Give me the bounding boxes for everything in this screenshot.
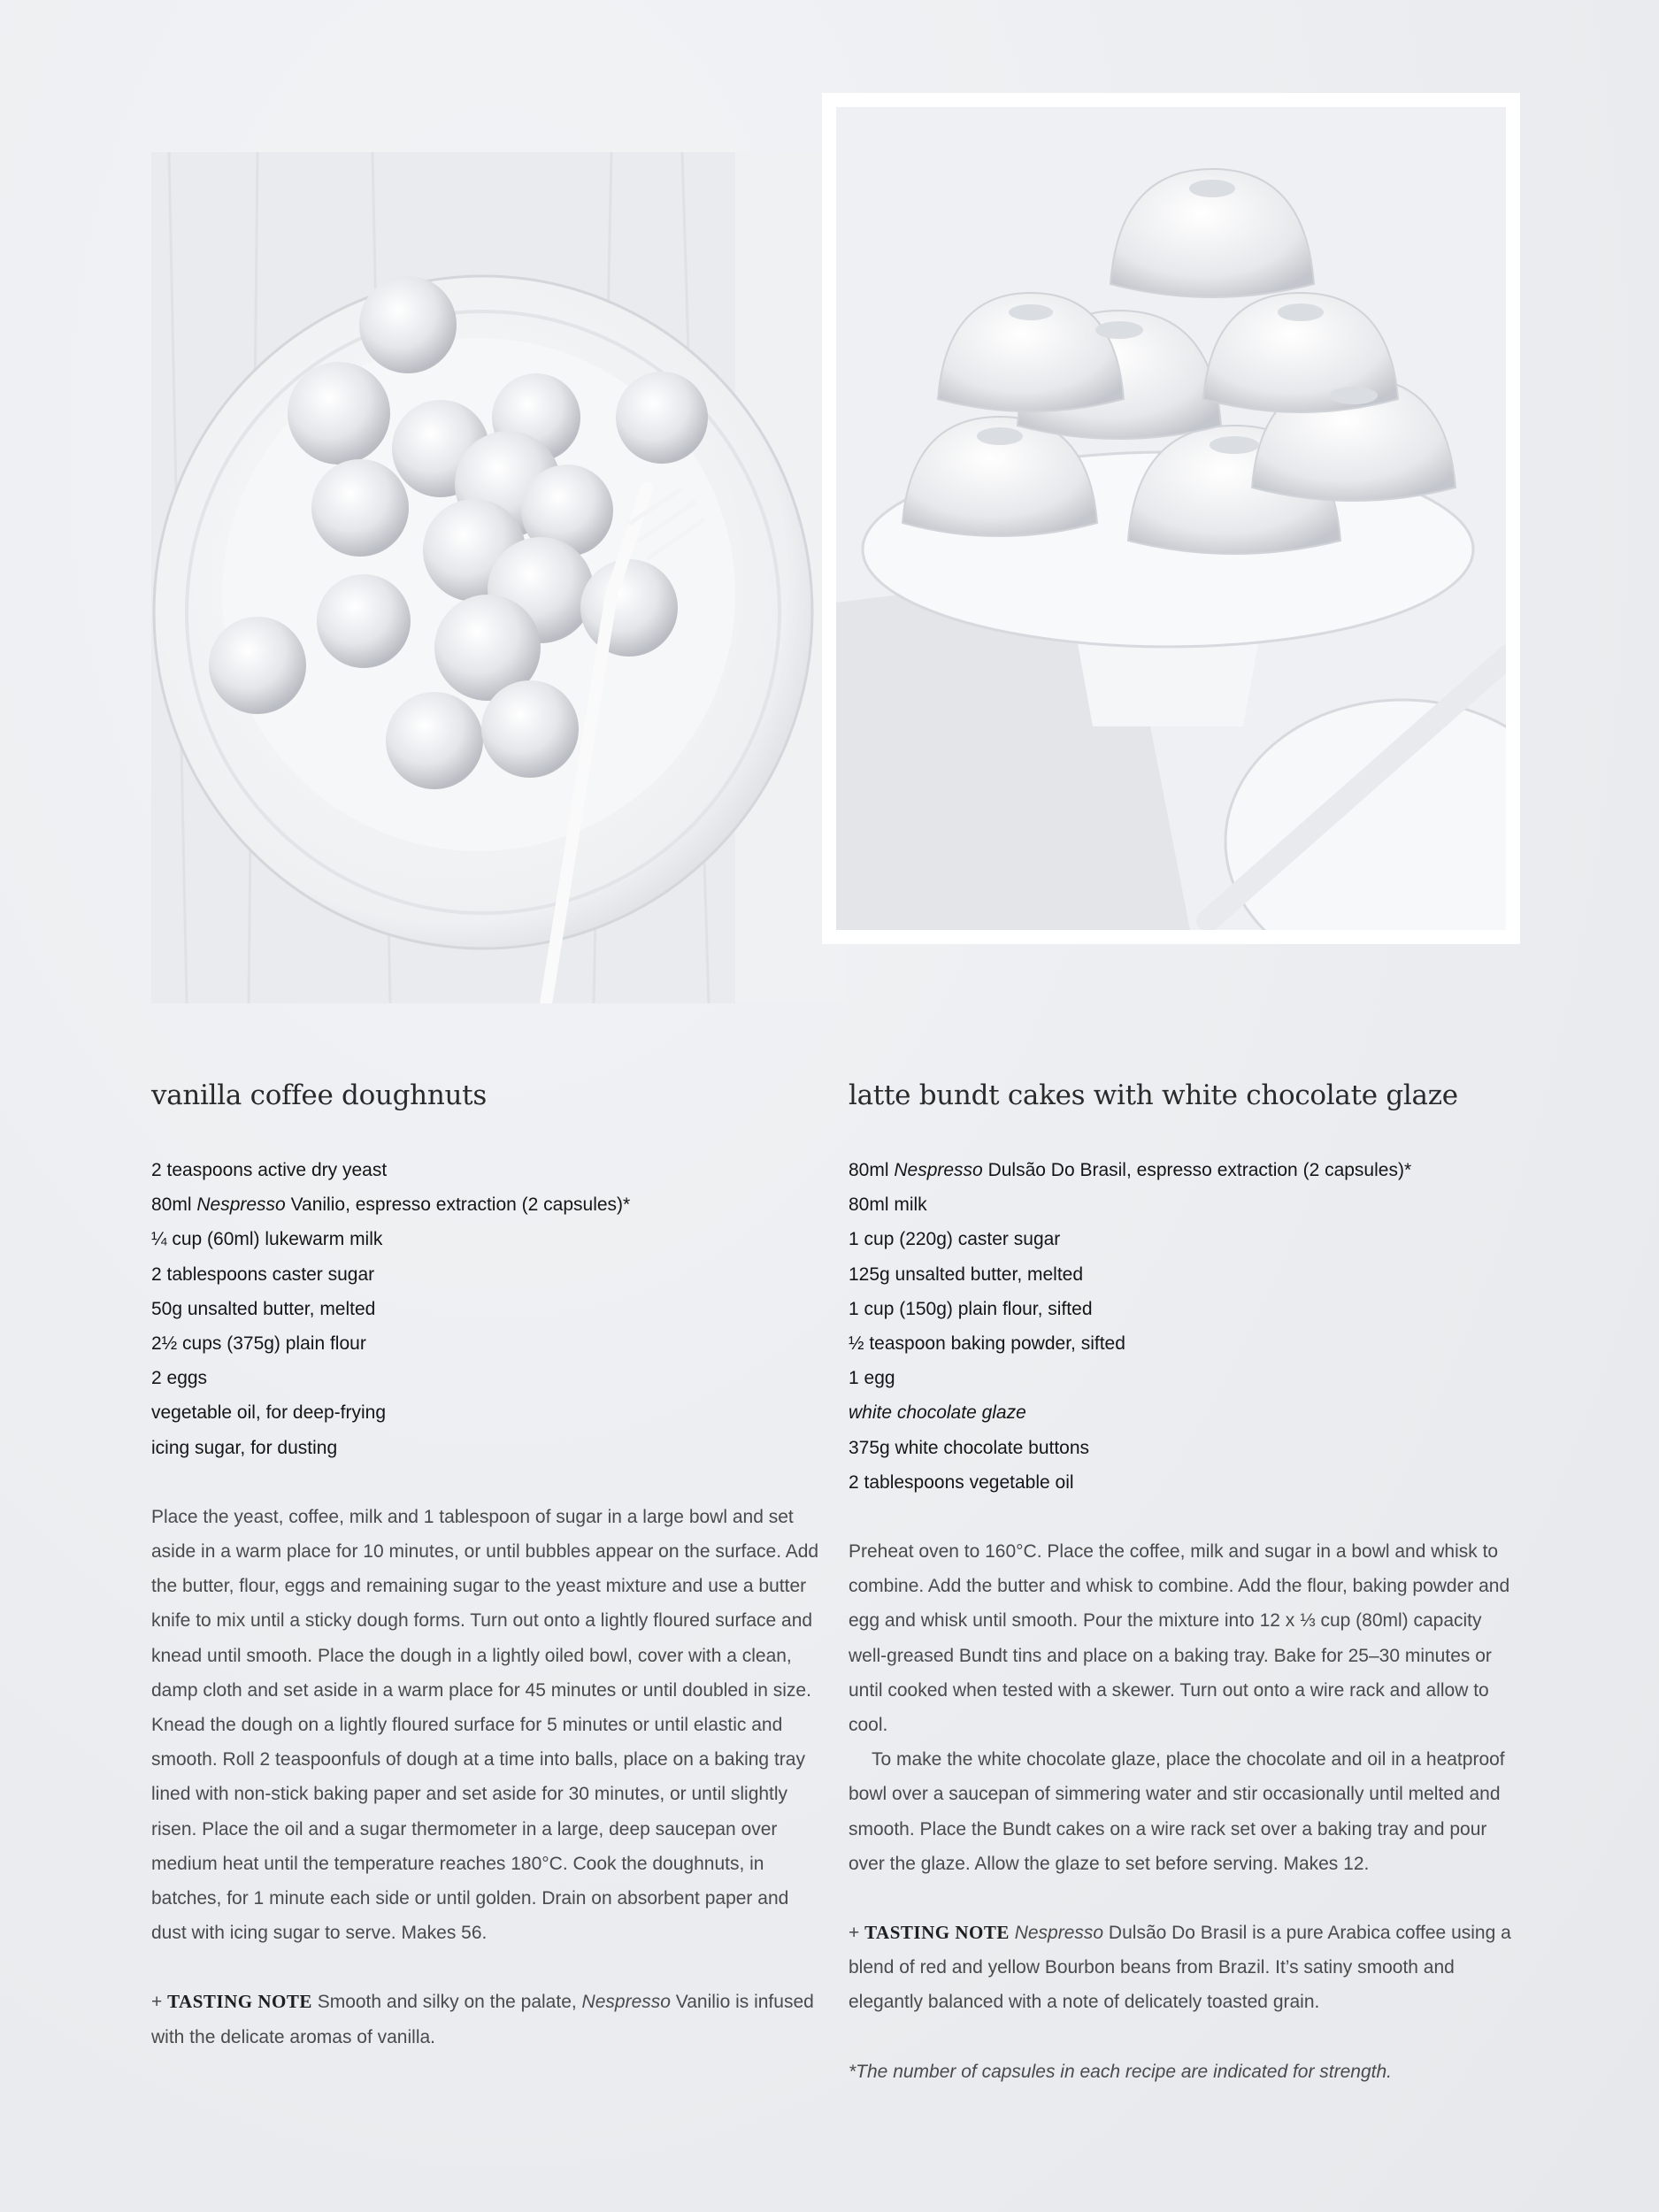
ingredient-item: 80ml milk — [849, 1194, 927, 1216]
ingredient-item: 125g unsalted butter, melted — [849, 1263, 1084, 1285]
ingredient-list — [849, 1153, 1521, 1500]
tasting-plus: + — [151, 1992, 168, 2013]
ingredient-item: 375g white chocolate buttons — [849, 1437, 1090, 1458]
bundt-cakes-photo-frame — [822, 93, 1520, 944]
doughnuts-recipe — [151, 1078, 824, 2055]
capsule-footnote: *The number of capsules in each recipe are indicated for strength. — [849, 2061, 1393, 2082]
doughnuts-photo — [151, 152, 848, 1003]
ingredient-item: 2½ cups (375g) plain flour — [151, 1333, 366, 1355]
recipe-title: latte bundt cakes with white chocolate glaze — [849, 1079, 1458, 1111]
ingredient-item: 1 cup (150g) plain flour, sifted — [849, 1298, 1093, 1319]
ingredient-item: ¼ cup (60ml) lukewarm milk — [151, 1229, 383, 1250]
bundt-cakes-illustration — [836, 107, 1506, 930]
ingredient-item: vegetable oil, for deep-frying — [151, 1402, 386, 1424]
ingredient-item: 2 teaspoons active dry yeast — [151, 1160, 388, 1180]
method-paragraph: Preheat oven to 160°C. Place the coffee, milk and sugar in a bowl and whisk to combine. Add the butter and whisk to combine. Add the flour, baking powder and egg and whisk until smooth. Pour the mixture into 12 x ⅓ cup (80ml) capacity well-greased Bundt tins and place on a baking tray. Bake for 25–30 minutes or until cooked when tested with a skewer. Turn out onto a wire rack and allow to cool. — [849, 1541, 1510, 1736]
ingredient-list — [151, 1153, 824, 1465]
ingredient-item: 2 tablespoons caster sugar — [151, 1263, 375, 1285]
ingredient-item: 1 egg — [849, 1368, 895, 1389]
ingredient-item: 80ml Nespresso Dulsão Do Brasil, espresso extraction (2 capsules)* — [849, 1160, 1412, 1180]
tasting-note: + TASTING NOTE Smooth and silky on the palate, Nespresso Vanilio is infused with the delicate aromas of vanilla. — [151, 1991, 814, 2047]
recipe-title: vanilla coffee doughnuts — [151, 1079, 487, 1111]
method-text — [151, 1500, 824, 1951]
tasting-note-label: TASTING NOTE — [864, 1922, 1010, 1944]
tasting-note: + TASTING NOTE Nespresso Dulsão Do Brasil is a pure Arabica coffee using a blend of red and yellow Bourbon beans from Brazil. It’s satiny smooth and elegantly balanced with a note of delicately toasted grain. — [849, 1922, 1511, 2013]
bundt-cakes-recipe — [849, 1078, 1521, 2089]
method-paragraph: To make the white chocolate glaze, place the chocolate and oil in a heatproof bowl over a saucepan of simmering water and stir occasionally until melted and smooth. Place the Bundt cakes on a wire rack set over a baking tray and pour over the glaze. Allow the glaze to set before serving. Makes 12. — [849, 1749, 1505, 1874]
ingredient-item: 80ml Nespresso Vanilio, espresso extraction (2 capsules)* — [151, 1194, 631, 1216]
ingredient-item: ½ teaspoon baking powder, sifted — [849, 1333, 1125, 1355]
ingredient-item: 1 cup (220g) caster sugar — [849, 1229, 1061, 1250]
tasting-note-label: TASTING NOTE — [167, 1991, 312, 2013]
method-paragraph: Place the yeast, coffee, milk and 1 tablespoon of sugar in a large bowl and set aside in a warm place for 10 minutes, or until bubbles appear on the surface. Add the butter, flour, eggs and remaining sugar to the yeast mixture and use a butter knife to mix until a sticky dough forms. Turn out onto a lightly floured surface and knead until smooth. Place the dough in a lightly oiled bowl, cover with a clean, damp cloth and set aside in a warm place for 45 minutes or until doubled in size. Knead the dough on a lightly floured surface for 5 minutes or until elastic and smooth. Roll 2 teaspoonfuls of dough at a time into balls, place on a baking tray lined with non-stick baking paper and set aside for 30 minutes, or until slightly risen. Place the oil and a sugar thermometer in a large, deep saucepan over medium heat until the temperature reaches 180°C. Cook the doughnuts, in batches, for 1 minute each side or until golden. Drain on absorbent paper and dust with icing sugar to serve. Makes 56. — [151, 1506, 819, 1944]
ingredient-item: 2 eggs — [151, 1368, 208, 1389]
ingredient-item: 2 tablespoons vegetable oil — [849, 1471, 1074, 1493]
method-text — [849, 1534, 1521, 1881]
bundt-cakes-photo — [836, 107, 1506, 930]
tasting-plus: + — [849, 1923, 865, 1944]
glaze-subheading: white chocolate glaze — [849, 1402, 1026, 1424]
doughnuts-illustration — [151, 152, 848, 1003]
ingredient-item: 50g unsalted butter, melted — [151, 1298, 376, 1319]
ingredient-item: icing sugar, for dusting — [151, 1437, 338, 1458]
